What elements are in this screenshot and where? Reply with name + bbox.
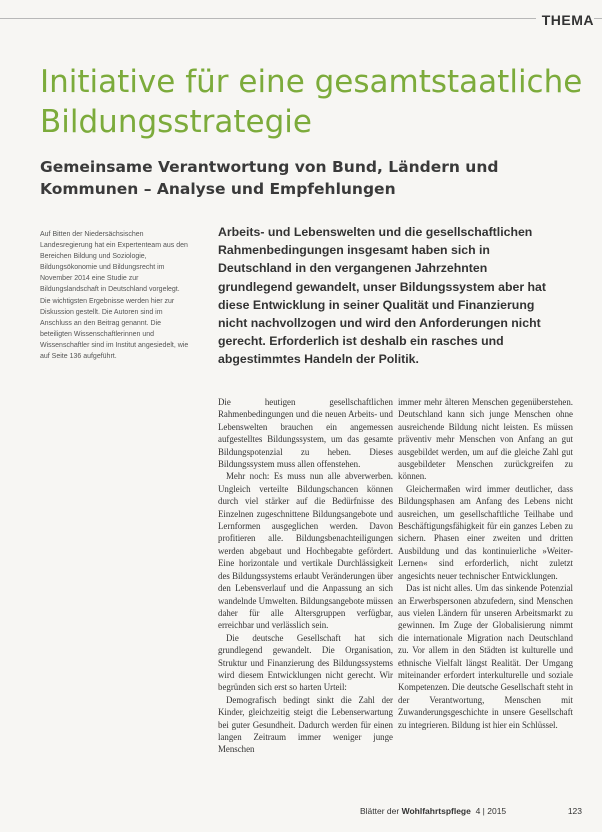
body-column-left <box>218 396 393 756</box>
publication-prefix: Blätter der <box>360 806 400 816</box>
page-number: 123 <box>567 806 582 816</box>
body-paragraph: Die deutsche Gesellschaft hat sich grundlegend gewandelt. Die Organisation, Struktur und Finanzierung des Bildungssystems wird diesem Entwicklungen nicht gerecht. Wir begründen sich erst so harten Urteil: <box>218 632 393 693</box>
body-paragraph: Das ist nicht alles. Um das sinkende Potenzial an Erwerbspersonen abzufedern, sind Menschen aus vielen Ländern für unseren Arbeitsmarkt zu gewinnen. Im Zuge der Globalisierung nimmt die internationale Migration nach Deutschland zu. Vor allem in den Städten ist kulturelle und ethnische Vielfalt längst Realität. Der Umgang miteinander erfordert interkulturelle und soziale Kompetenzen. Die deutsche Gesellschaft steht in der Verantwortung, Menschen mit Zuwanderungsgeschichte in unsere Gesellschaft zu integrieren. Bildung ist hier ein Schlüssel. <box>398 583 573 730</box>
article-subtitle: Gemeinsame Verantwortung von Bund, Ländern und Kommunen – Analyse und Empfehlungen <box>40 158 499 198</box>
body-paragraph: Mehr noch: Es muss nun alle abverwerben. Ungleich verteilte Bildungschancen können durch viel stärker auf die Bedürfnisse des Einzelnen zugeschnittene Bildungsangebote und Lernformen ausgeglichen werden. Davon profitieren alle. Bildungsbenachteiligungen werden abgebaut und Hochbegabte gefördert. Eine horizontale und vertikale Durchlässigkeit des Bildungssystems erlaubt Veränderungen über den Lebensverlauf und die Anpassung an sich wandelnde Umwelten. Bildungsangebote müssen daher für alle Altersgruppen verfügbar, erreichbar und verlässlich sein. <box>218 471 393 631</box>
issue-number: 4 | 2015 <box>475 806 507 816</box>
page-footer <box>360 806 590 816</box>
publication-name: Wohlfahrtspflege <box>401 806 471 816</box>
body-paragraph: Gleichermaßen wird immer deutlicher, dass Bildungsphasen am Anfang des Lebens nicht ausreichen, um gesellschaftliche Teilhabe und Beschäftigungsfähigkeit für ein ganzes Leben zu sichern. Phasen einer zweiten und dritten Ausbildung und das kontinuierliche »Weiter-Lernen« sind erforderlich, nicht zuletzt angesichts neuer technischer Entwicklungen. <box>398 483 573 581</box>
section-label: THEMA <box>536 12 594 28</box>
article-title: Initiative für eine gesamtstaatliche Bildungsstrategie <box>40 64 583 140</box>
body-paragraph: immer mehr älteren Menschen gegenüberstehen. Deutschland kann sich junge Menschen ohne ausreichende Bildung nicht leisten. Es müssen präventiv mehr Menschen von Anfang an gut ausgebildet werden, um auf die gleiche Zahl gut ausgebildeter Menschen zurückgreifen zu können. <box>398 397 573 482</box>
body-paragraph: Die heutigen gesellschaftlichen Rahmenbedingungen und die neuen Arbeits- und Lebenswelten brauchen ein angemessen aufgestelltes Bildungssystem, um das gesamte Bildungspotenzial zu heben. Dieses Bildungssystem muss allen offenstehen. <box>218 397 393 470</box>
sidenote: Auf Bitten der Niedersächsischen Landesregierung hat ein Expertenteam aus den Bereichen Bildung und Soziologie, Bildungsökonomie und Bildungsrecht im November 2014 eine Studie zur Bildungslandschaft in Deutschland vorgelegt. Die wichtigsten Ergebnisse werden hier zur Diskussion gestellt. Die Autoren sind im Anschluss an den Beitrag genannt. Die beteiligten Wissenschaftlerinnen und Wissenschaftler sind im Institut angesiedelt, wie auf Seite 136 aufgeführt. <box>40 231 189 361</box>
article-lede: Arbeits- und Lebenswelten und die gesellschaftlichen Rahmenbedingungen insgesamt haben sich in Deutschland in den vergangenen Jahrzehnten grundlegend gewandelt, unser Bildungssystem aber hat diese Entwicklung in seiner Qualität und Finanzierung nicht nachvollzogen und wird den Anforderungen nicht gerecht. Erforderlich ist deshalb ein rasches und abgestimmtes Handeln der Politik. <box>218 225 546 367</box>
header-rule <box>0 18 602 19</box>
body-column-right <box>398 396 573 731</box>
body-paragraph: Demografisch bedingt sinkt die Zahl der Kinder, gleichzeitig steigt die Lebenserwartung bei guter Gesundheit. Dadurch werden für einen langen Zeitraum immer weniger junge Menschen <box>218 694 393 755</box>
